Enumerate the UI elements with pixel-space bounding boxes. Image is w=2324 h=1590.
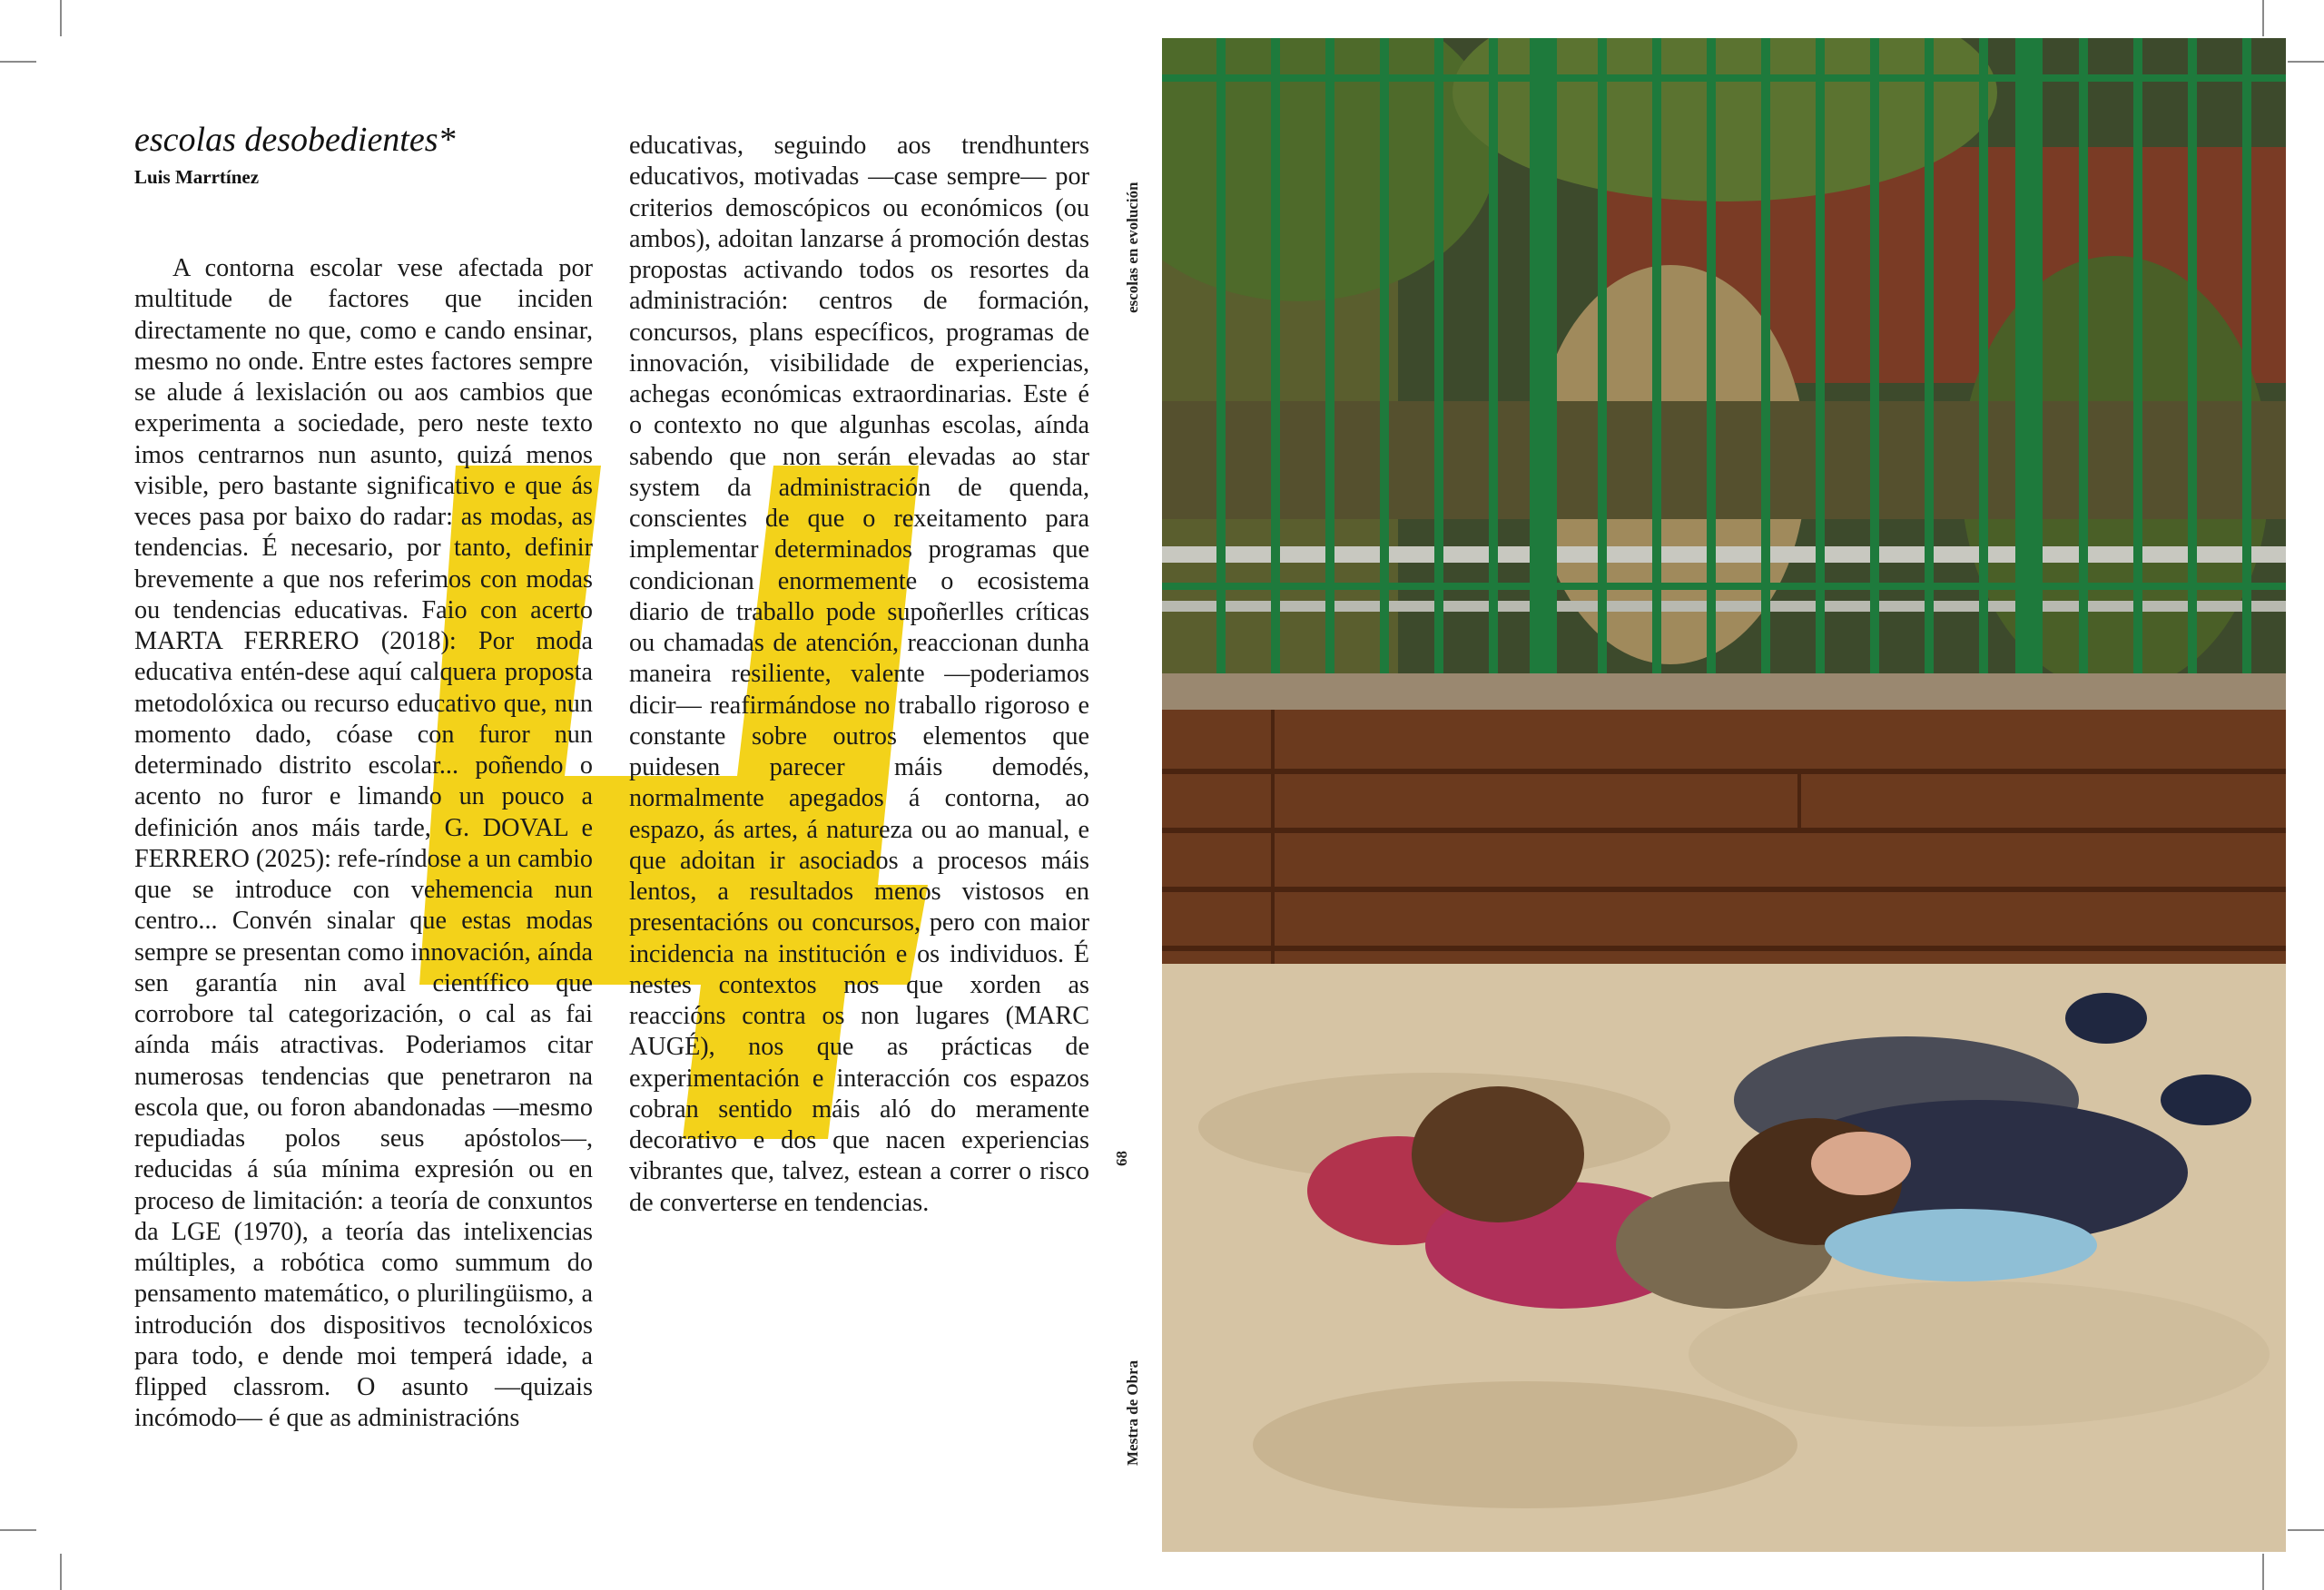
crop-mark (2288, 61, 2324, 63)
section-running-head: escolas en evolución (1124, 182, 1141, 313)
body-column-right (629, 131, 1089, 1219)
crop-mark (60, 1554, 62, 1590)
body-paragraph: A contorna escolar vese afectada por multitude de factores que inciden directamente no que, como e cando ensinar, mesmo no onde. Entre estes factores sempre se alude á lexislación ou aos cambios que experimenta a sociedade, pero neste texto imos centrarnos nun asunto, quizá menos visible, pero bastante significativo e que ás veces pasa por baixo do radar: as modas, as tendencias. É necesario, por tanto, definir brevemente a que nos referimos con modas ou tendencias educativas. Faio con acerto MARTA FERRERO (2018): Por moda educativa entén-dese aquí calquera proposta metodolóxica ou recurso educativo que, nun momento dado, cóase con furor nun determinado distrito escolar... poñendo o acento no furor e limando un pouco a definición anos máis tarde, G. DOVAL e FERRERO (2025): refe-ríndose a un cambio que se introduce con vehemencia nun centro... Convén sinalar que estas modas sempre se presentan como innovación, aínda sen garantía nin aval científico que corrobore tal categorización, o cal as fai aínda máis atractivas. Poderiamos citar numerosas tendencias que penetraron na escola que, ou foron abandonadas —mesmo repudiadas polos seus apóstolos—, reducidas á súa mínima expresión ou en proceso de limitación: a teoría de conxuntos da LGE (1970), a teoría das intelixencias múltiples, a robótica como summum do pensamento matemático, o plurilingüismo, a introdución dos dispositivos tecnolóxicos para todo, e dende moi temperá idade, a flipped classrom. O asunto —quizais incómodo— é que as administracións (134, 254, 593, 1433)
crop-mark (2262, 0, 2264, 36)
article-title: escolas desobedientes* (134, 121, 456, 159)
article-author: Luis Marrtínez (134, 166, 260, 188)
page-number: 68 (1113, 1151, 1130, 1166)
crop-mark (2262, 1554, 2264, 1590)
crop-mark (2288, 1529, 2324, 1531)
body-paragraph: educativas, seguindo aos trendhunters educativos, motivadas —case sempre— por criterios demoscópicos ou económicos (ou ambos), adoitan lanzarse á promoción destas propostas activando todos os resortes da administración: centros de formación, concursos, plans específicos, programas de innovación, visibilidade de experiencias, achegas económicas extraordinarias. Este é o contexto no que algunhas escolas, aínda sabendo que non serán elevadas ao star system da administración de quenda, conscientes de que o rexeitamento para implementar determinados programas que condicionan enormemente o ecosistema diario de traballo pode supoñerlles críticas ou chamadas de atención, reaccionan dunha maneira resiliente, valente —poderiamos dicir— reafirmándose no traballo rigoroso e constante sobre outros elementos que puidesen parecer máis demodés, normalmente apegados á contorna, ao espazo, ás artes, á natureza ou ao manual, e que adoitan ir asociados a procesos máis lentos, a resultados menos vistosos en presentacións ou concursos, pero con maior incidencia na institución e os individuos. É nestes contextos nos que xorden as reaccións contra os non lugares (MARC AUGÉ), nos que as prácticas de experimentación e interacción cos espazos cobran sentido máis aló do meramente decorativo e dos que nacen experiencias vibrantes que, talvez, estean a correr o risco de converterse en tendencias. (629, 132, 1089, 1217)
photo-children-in-sandpit (1162, 38, 2286, 1552)
body-column-left (134, 253, 593, 1435)
photo-illustration (1162, 38, 2286, 1552)
magazine-name: Mestra de Obra (1124, 1359, 1141, 1466)
crop-mark (60, 0, 62, 36)
crop-mark (0, 1529, 36, 1531)
crop-mark (0, 61, 36, 63)
